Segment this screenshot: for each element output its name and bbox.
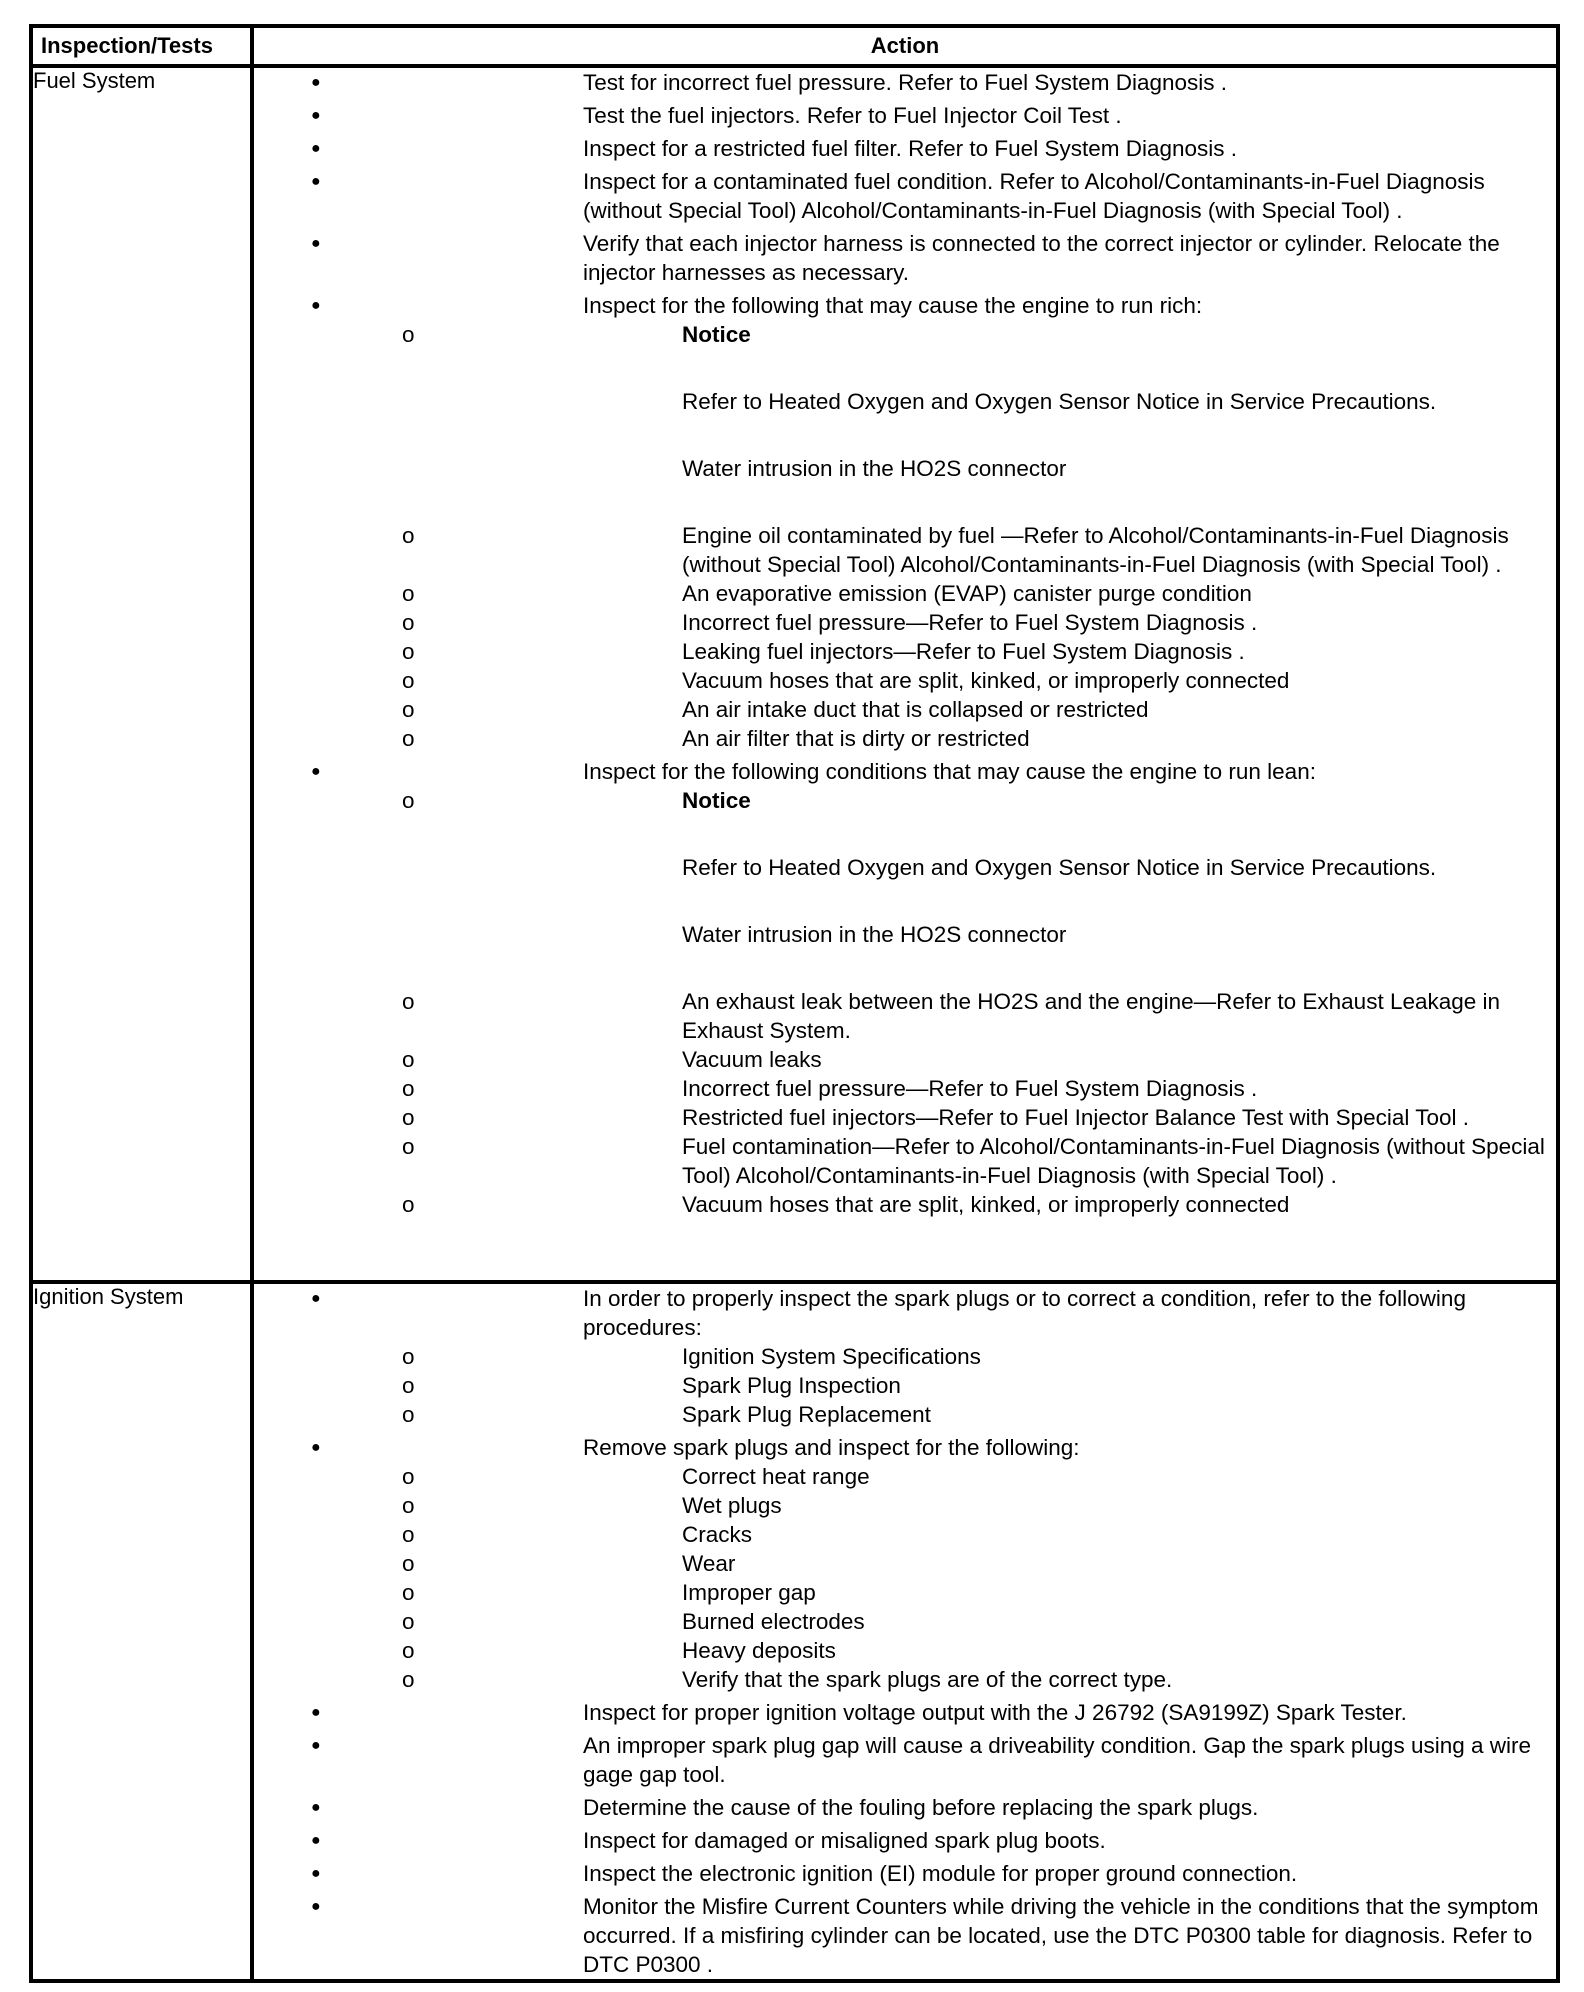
- notice-detail: Water intrusion in the HO2S connector: [682, 922, 1067, 947]
- sub-list-item: [254, 579, 1556, 608]
- circle-bullet-icon: o: [402, 1609, 415, 1634]
- bullet-icon: ●: [311, 297, 321, 314]
- table-row: [31, 66, 1558, 1282]
- bullet-icon: ●: [311, 140, 321, 157]
- sub-list-item: [254, 724, 1556, 753]
- sub-item-text: Cracks: [682, 1522, 753, 1547]
- sub-list-item: [254, 1636, 1556, 1665]
- item-text: Inspect the electronic ignition (EI) module for proper ground connection.: [583, 1861, 1298, 1886]
- bullet-icon: ●: [311, 1704, 321, 1721]
- sub-list-item: [254, 1045, 1556, 1074]
- sub-list-item: [254, 637, 1556, 666]
- circle-bullet-icon: o: [402, 1402, 415, 1427]
- sub-item-text: Improper gap: [682, 1580, 816, 1605]
- sub-item-text: Correct heat range: [682, 1464, 870, 1489]
- notice-title: Notice: [682, 788, 751, 813]
- sub-list: [402, 1462, 1556, 1694]
- row-label: Ignition System: [31, 1282, 252, 1981]
- circle-bullet-icon: o: [402, 788, 415, 813]
- sub-list-item: [254, 1491, 1556, 1520]
- bullet-icon: ●: [311, 1865, 321, 1882]
- circle-bullet-icon: o: [402, 610, 415, 635]
- sub-list-item: [254, 1520, 1556, 1549]
- circle-bullet-icon: o: [402, 1192, 415, 1217]
- list-item: [254, 1284, 1556, 1429]
- list-item: [254, 1892, 1556, 1979]
- bullet-icon: ●: [311, 763, 321, 780]
- sub-list: [402, 1342, 1556, 1429]
- sub-list-item: [254, 1665, 1556, 1694]
- action-list: [254, 1284, 1556, 1979]
- list-item: [254, 101, 1556, 130]
- sub-list-item: [254, 1462, 1556, 1491]
- bullet-icon: ●: [311, 173, 321, 190]
- action-list: [254, 68, 1556, 1219]
- item-text: Remove spark plugs and inspect for the following:: [583, 1435, 1080, 1460]
- item-text: Inspect for a restricted fuel filter. Refer to Fuel System Diagnosis .: [583, 136, 1238, 161]
- sub-item-text: Incorrect fuel pressure—Refer to Fuel System Diagnosis .: [682, 1076, 1258, 1101]
- sub-item-text: Heavy deposits: [682, 1638, 836, 1663]
- item-text: Test for incorrect fuel pressure. Refer to Fuel System Diagnosis .: [583, 70, 1227, 95]
- bullet-icon: ●: [311, 1799, 321, 1816]
- sub-item-text: Vacuum hoses that are split, kinked, or improperly connected: [682, 668, 1290, 693]
- sub-item-text: Burned electrodes: [682, 1609, 865, 1634]
- list-item: [254, 1826, 1556, 1855]
- bullet-icon: ●: [311, 74, 321, 91]
- bullet-icon: ●: [311, 1439, 321, 1456]
- circle-bullet-icon: o: [402, 668, 415, 693]
- header-action: Action: [252, 26, 1558, 66]
- sub-list: [402, 786, 1556, 1219]
- notice-title: Notice: [682, 322, 751, 347]
- sub-item-text: Restricted fuel injectors—Refer to Fuel Injector Balance Test with Special Tool .: [682, 1105, 1470, 1130]
- circle-bullet-icon: o: [402, 1580, 415, 1605]
- item-text: Inspect for the following conditions that may cause the engine to run lean:: [583, 759, 1316, 784]
- list-item: [254, 68, 1556, 97]
- sub-item-text: An air filter that is dirty or restricted: [682, 726, 1030, 751]
- bullet-icon: ●: [311, 1737, 321, 1754]
- list-item: [254, 291, 1556, 753]
- list-item: [254, 229, 1556, 287]
- notice-item: [254, 320, 1556, 483]
- circle-bullet-icon: o: [402, 639, 415, 664]
- action-cell: [252, 1282, 1558, 1981]
- list-item: [254, 1433, 1556, 1694]
- item-text: Test the fuel injectors. Refer to Fuel Injector Coil Test .: [583, 103, 1122, 128]
- item-text: Inspect for the following that may cause the engine to run rich:: [583, 293, 1203, 318]
- sub-item-text: Wear: [682, 1551, 736, 1576]
- list-item: [254, 1859, 1556, 1888]
- sub-item-text: Vacuum hoses that are split, kinked, or improperly connected: [682, 1192, 1290, 1217]
- circle-bullet-icon: o: [402, 1638, 415, 1663]
- sub-list-item: [254, 1549, 1556, 1578]
- sub-item-text: Fuel contamination—Refer to Alcohol/Contaminants-in-Fuel Diagnosis (without Special Tool) Alcohol/Contaminants-in-Fuel Diagnosis (with Special Tool) .: [682, 1134, 1545, 1188]
- table-row: [31, 1282, 1558, 1981]
- sub-item-text: Wet plugs: [682, 1493, 782, 1518]
- circle-bullet-icon: o: [402, 1551, 415, 1576]
- row-label: Fuel System: [31, 66, 252, 1282]
- notice-text: Refer to Heated Oxygen and Oxygen Sensor Notice in Service Precautions.: [682, 389, 1437, 414]
- header-row: [31, 26, 1558, 66]
- list-item: [254, 1698, 1556, 1727]
- sub-item-text: Ignition System Specifications: [682, 1344, 981, 1369]
- sub-list-item: [254, 1103, 1556, 1132]
- circle-bullet-icon: o: [402, 322, 415, 347]
- sub-item-text: An evaporative emission (EVAP) canister purge condition: [682, 581, 1252, 606]
- sub-list: [402, 320, 1556, 753]
- circle-bullet-icon: o: [402, 1373, 415, 1398]
- sub-list-item: [254, 521, 1556, 579]
- sub-item-text: An air intake duct that is collapsed or restricted: [682, 697, 1149, 722]
- list-item: [254, 1731, 1556, 1789]
- sub-list-item: [254, 1371, 1556, 1400]
- sub-list-item: [254, 987, 1556, 1045]
- sub-list-item: [254, 1607, 1556, 1636]
- item-text: Verify that each injector harness is connected to the correct injector or cylinder. Relocate the injector harnesses as necessary.: [583, 231, 1500, 285]
- item-text: Determine the cause of the fouling before replacing the spark plugs.: [583, 1795, 1259, 1820]
- sub-item-text: Vacuum leaks: [682, 1047, 822, 1072]
- sub-item-text: Verify that the spark plugs are of the correct type.: [682, 1667, 1173, 1692]
- item-text: Inspect for damaged or misaligned spark plug boots.: [583, 1828, 1106, 1853]
- sub-item-text: Incorrect fuel pressure—Refer to Fuel System Diagnosis .: [682, 610, 1258, 635]
- item-text: Inspect for proper ignition voltage output with the J 26792 (SA9199Z) Spark Tester.: [583, 1700, 1407, 1725]
- circle-bullet-icon: o: [402, 726, 415, 751]
- circle-bullet-icon: o: [402, 523, 415, 548]
- sub-item-text: Spark Plug Inspection: [682, 1373, 901, 1398]
- sub-item-text: Spark Plug Replacement: [682, 1402, 931, 1427]
- sub-item-text: An exhaust leak between the HO2S and the engine—Refer to Exhaust Leakage in Exhaust System.: [682, 989, 1501, 1043]
- circle-bullet-icon: o: [402, 1464, 415, 1489]
- sub-list-item: [254, 666, 1556, 695]
- sub-list-item: [254, 1190, 1556, 1219]
- sub-list-item: [254, 1578, 1556, 1607]
- item-text: In order to properly inspect the spark plugs or to correct a condition, refer to the following procedures:: [583, 1286, 1466, 1340]
- circle-bullet-icon: o: [402, 989, 415, 1014]
- circle-bullet-icon: o: [402, 1522, 415, 1547]
- circle-bullet-icon: o: [402, 697, 415, 722]
- inspection-table: [29, 24, 1560, 1983]
- notice-text: Refer to Heated Oxygen and Oxygen Sensor Notice in Service Precautions.: [682, 855, 1437, 880]
- sub-item-text: Leaking fuel injectors—Refer to Fuel System Diagnosis .: [682, 639, 1245, 664]
- circle-bullet-icon: o: [402, 1047, 415, 1072]
- item-text: Monitor the Misfire Current Counters while driving the vehicle in the conditions that the symptom occurred. If a misfiring cylinder can be located, use the DTC P0300 table for diagnosis. Refer to DTC P0300 .: [583, 1894, 1539, 1977]
- bullet-icon: ●: [311, 1290, 321, 1307]
- item-text: An improper spark plug gap will cause a driveability condition. Gap the spark plugs using a wire gage gap tool.: [583, 1733, 1531, 1787]
- circle-bullet-icon: o: [402, 1134, 415, 1159]
- sub-item-text: Engine oil contaminated by fuel —Refer to Alcohol/Contaminants-in-Fuel Diagnosis (without Special Tool) Alcohol/Contaminants-in-Fuel Diagnosis (with Special Tool) .: [682, 523, 1509, 577]
- circle-bullet-icon: o: [402, 1344, 415, 1369]
- sub-list-item: [254, 1132, 1556, 1190]
- bullet-icon: ●: [311, 235, 321, 252]
- bullet-icon: ●: [311, 1832, 321, 1849]
- notice-item: [254, 786, 1556, 949]
- sub-list-item: [254, 1342, 1556, 1371]
- sub-list-item: [254, 695, 1556, 724]
- action-cell: [252, 66, 1558, 1282]
- sub-list-item: [254, 1074, 1556, 1103]
- item-text: Inspect for a contaminated fuel condition. Refer to Alcohol/Contaminants-in-Fuel Diagnosis (without Special Tool) Alcohol/Contaminants-in-Fuel Diagnosis (with Special Tool) .: [583, 169, 1485, 223]
- sub-list-item: [254, 608, 1556, 637]
- circle-bullet-icon: o: [402, 1667, 415, 1692]
- list-item: [254, 1793, 1556, 1822]
- list-item: [254, 167, 1556, 225]
- circle-bullet-icon: o: [402, 1076, 415, 1101]
- circle-bullet-icon: o: [402, 581, 415, 606]
- list-item: [254, 757, 1556, 1219]
- circle-bullet-icon: o: [402, 1493, 415, 1518]
- bullet-icon: ●: [311, 107, 321, 124]
- list-item: [254, 134, 1556, 163]
- bullet-icon: ●: [311, 1898, 321, 1915]
- sub-list-item: [254, 1400, 1556, 1429]
- circle-bullet-icon: o: [402, 1105, 415, 1130]
- header-inspection-tests: Inspection/Tests: [31, 26, 252, 66]
- notice-detail: Water intrusion in the HO2S connector: [682, 456, 1067, 481]
